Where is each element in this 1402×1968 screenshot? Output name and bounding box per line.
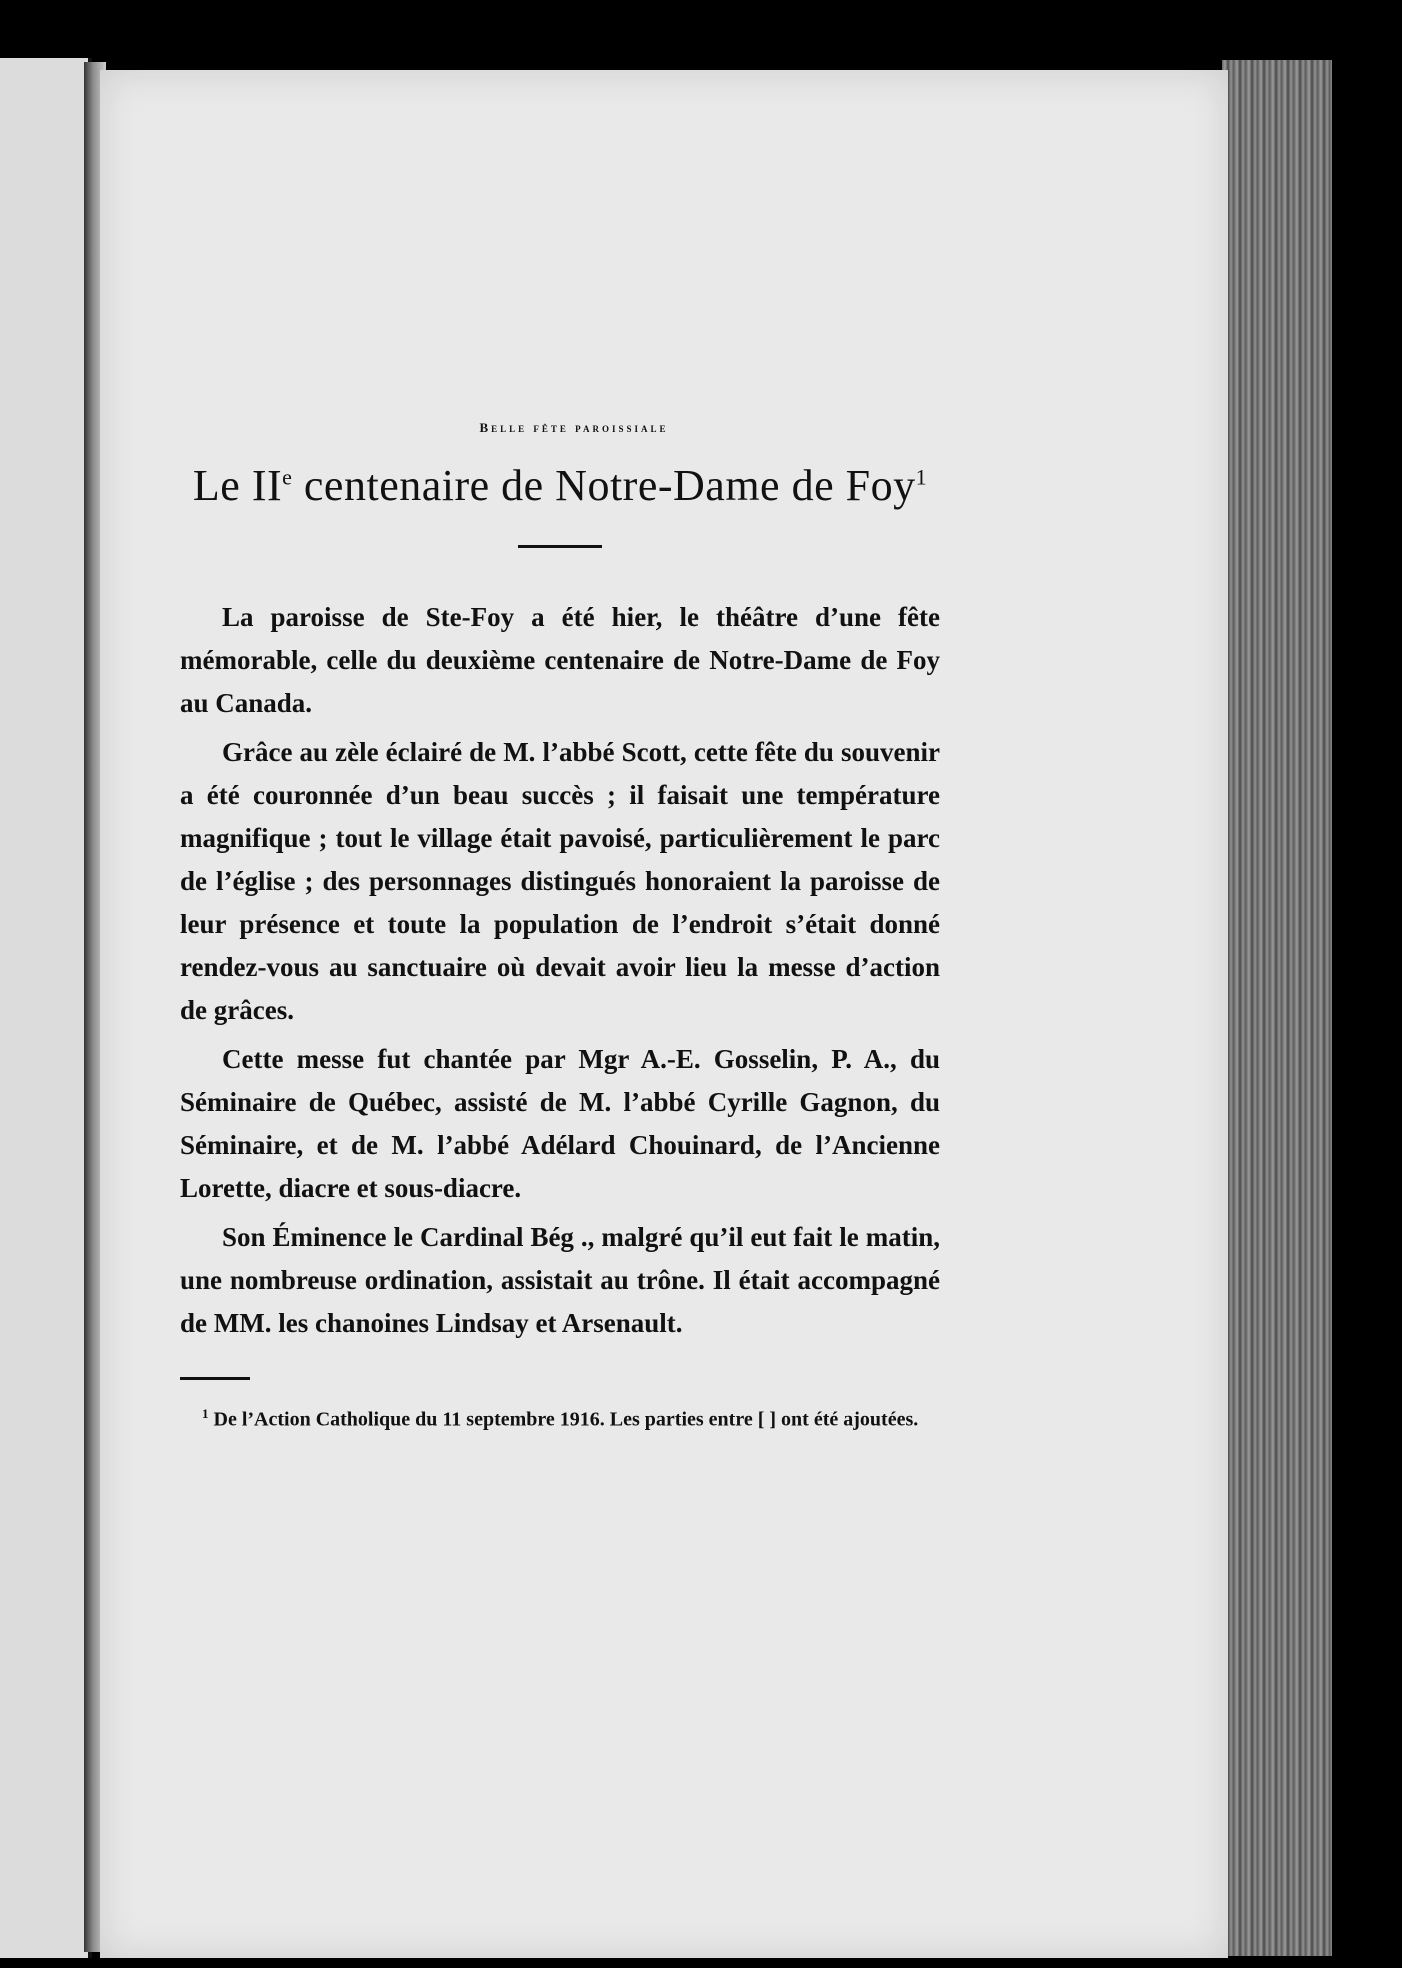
paragraph-4: Son Éminence le Cardinal Bég ., malgré qu’il eut fait le matin, une nombreuse ordination, assistait au trône. Il était accompagné de MM. les chanoines Lindsay et Arsenault.	[180, 1222, 940, 1338]
title-rule	[518, 545, 602, 548]
running-head: Belle fête paroissiale	[479, 420, 669, 435]
paragraph-3: Cette messe fut chantée par Mgr A.-E. Gosselin, P. A., du Séminaire de Québec, assisté de M. l’abbé Cyrille Gagnon, du Séminaire, et de M. l’abbé Adélard Chouinard, de l’Ancienne Lorette, diacre et sous-diacre.	[180, 1044, 940, 1203]
title-before: Le II	[192, 461, 283, 510]
left-page-margin	[0, 58, 92, 1958]
paragraph-1: La paroisse de Ste-Foy a été hier, le théâtre d’une fête mémorable, celle du deuxième centenaire de Notre-Dame de Foy au Canada.	[180, 602, 940, 718]
footnote-marker: 1	[202, 1406, 209, 1421]
title-after: centenaire de Notre-Dame de Foy	[292, 461, 916, 510]
footnote-text: De l’Action Catholique du 11 septembre 1916. Les parties entre [ ] ont été ajoutées.	[208, 1408, 919, 1431]
footnote-rule	[180, 1377, 250, 1380]
title-note-marker: 1	[915, 464, 928, 490]
paragraph-2: Grâce au zèle éclairé de M. l’abbé Scott, cette fête du souvenir a été couronnée d’un beau succès ; il faisait une température magnifique ; tout le village était pavoisé, particulièrement le parc de l’église ; des personnages distingués honoraient la paroisse de leur présence et toute la population de l’endroit s’était donné rendez-vous au sanctuaire où devait avoir lieu la messe d’action de grâces.	[180, 737, 940, 1025]
page-content	[180, 420, 940, 1454]
page-stack-edge	[1222, 60, 1332, 1956]
title-superscript: e	[282, 464, 293, 490]
chapter-title	[180, 460, 940, 511]
scan-background	[1332, 0, 1402, 1968]
footnote	[180, 1400, 940, 1434]
